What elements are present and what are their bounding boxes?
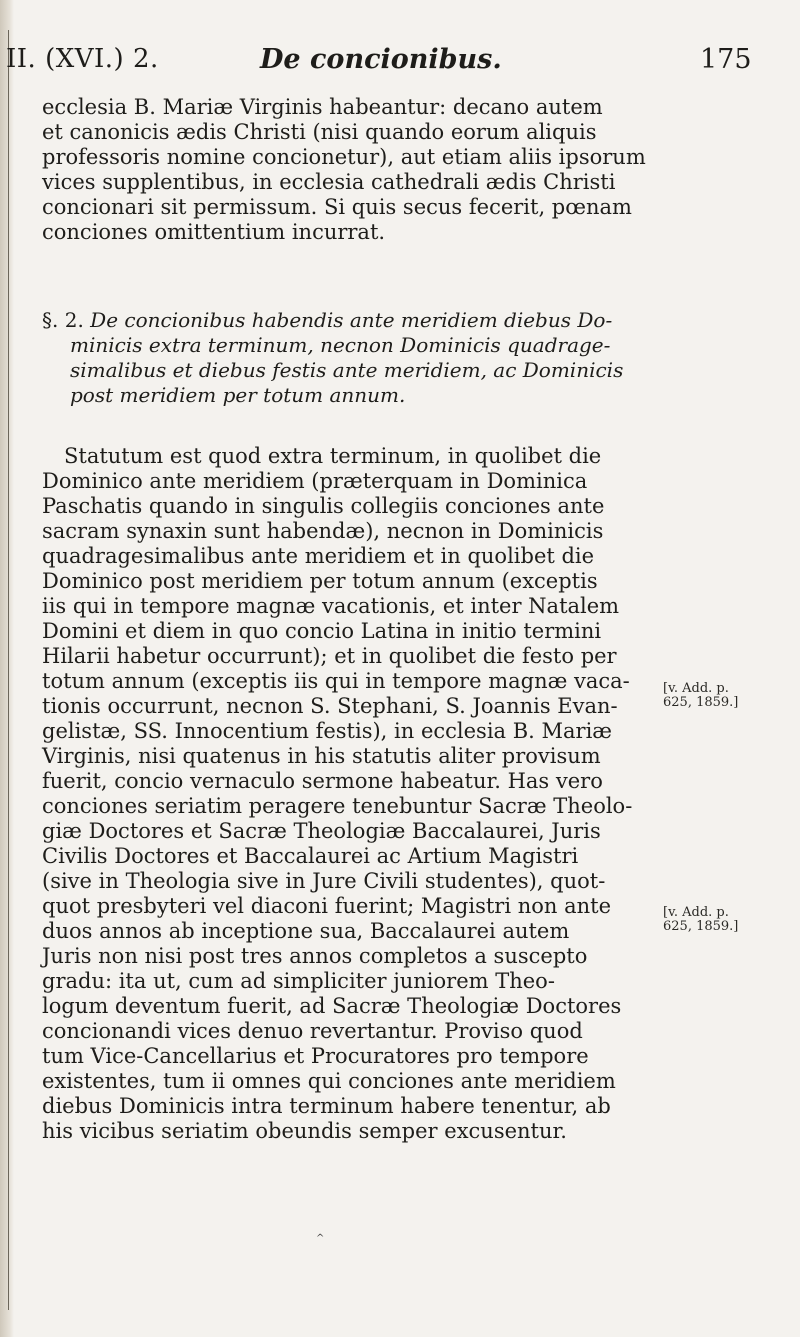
text-line: conciones omittentium incurrat. — [42, 220, 386, 244]
text-line: Paschatis quando in singulis collegiis conciones ante — [42, 494, 605, 518]
text-line: (sive in Theologia sive in Jure Civili studentes), quot- — [42, 869, 606, 893]
text-line: iis qui in tempore magnæ vacationis, et inter Natalem — [42, 594, 620, 618]
text-line: his vicibus seriatim obeundis semper excusentur. — [42, 1119, 567, 1143]
section-title-line: post meridiem per totum annum. — [70, 383, 406, 407]
text-line: vices supplentibus, in ecclesia cathedrali ædis Christi — [42, 170, 616, 194]
text-line: duos annos ab inceptione sua, Baccalaurei autem — [42, 919, 570, 943]
section-heading-line — [42, 308, 652, 333]
paragraph-continuation — [42, 95, 652, 245]
text-line: giæ Doctores et Sacræ Theologiæ Baccalaurei, Juris — [42, 819, 601, 843]
section-number: §. 2. — [42, 308, 84, 332]
text-line: Dominico ante meridiem (præterquam in Dominica — [42, 469, 588, 493]
text-line: professoris nomine concionetur), aut etiam aliis ipsorum — [42, 145, 646, 169]
section-title-line: minicis extra terminum, necnon Dominicis quadrage- — [70, 333, 611, 357]
text-line: ecclesia B. Mariæ Virginis habeantur: decano autem — [42, 95, 603, 119]
text-line: fuerit, concio vernaculo sermone habeatur. Has vero — [42, 769, 603, 793]
margin-note-line: [v. Add. p. — [663, 905, 729, 920]
catchword-mark: ^ — [316, 1233, 325, 1244]
text-line: quot presbyteri vel diaconi fuerint; Magistri non ante — [42, 894, 611, 918]
text-line: Hilarii habetur occurrunt); et in quolibet die festo per — [42, 644, 617, 668]
text-line: Civilis Doctores et Baccalaurei ac Artium Magistri — [42, 844, 579, 868]
margin-note — [663, 906, 738, 934]
section-title-text: De concionibus habendis ante meridiem diebus Do- — [90, 308, 613, 332]
book-spine-shadow — [0, 0, 14, 1337]
margin-note — [663, 682, 738, 710]
margin-note-line: 625, 1859.] — [663, 695, 739, 710]
margin-note-line: 625, 1859.] — [663, 919, 739, 934]
margin-note-line: [v. Add. p. — [663, 681, 729, 696]
text-line: tum Vice-Cancellarius et Procuratores pro tempore — [42, 1044, 589, 1068]
section-title-line: simalibus et diebus festis ante meridiem, ac Dominicis — [70, 358, 624, 382]
text-line: Domini et diem in quo concio Latina in initio termini — [42, 619, 602, 643]
text-line: conciones seriatim peragere tenebuntur Sacræ Theolo- — [42, 794, 633, 818]
text-line: diebus Dominicis intra terminum habere tenentur, ab — [42, 1094, 611, 1118]
text-line: tionis occurrunt, necnon S. Stephani, S. Joannis Evan- — [42, 694, 618, 718]
page-number: 175 — [700, 44, 752, 75]
running-header — [0, 0, 800, 90]
text-line: Virginis, nisi quatenus in his statutis aliter provisum — [42, 744, 601, 768]
text-line: gradu: ita ut, cum ad simpliciter juniorem Theo- — [42, 969, 555, 993]
text-line: Statutum est quod extra terminum, in quolibet die — [64, 444, 602, 468]
gutter-rule — [8, 30, 9, 1310]
text-line: totum annum (exceptis iis qui in tempore magnæ vaca- — [42, 669, 630, 693]
section-heading — [42, 308, 652, 408]
statute-paragraph — [42, 444, 652, 1144]
text-line: quadragesimalibus ante meridiem et in quolibet die — [42, 544, 595, 568]
text-line: Juris non nisi post tres annos completos a suscepto — [42, 944, 588, 968]
header-title: De concionibus. — [260, 44, 502, 75]
text-line: et canonicis ædis Christi (nisi quando eorum aliquis — [42, 120, 597, 144]
text-line: existentes, tum ii omnes qui conciones ante meridiem — [42, 1069, 616, 1093]
text-line: concionandi vices denuo revertantur. Proviso quod — [42, 1019, 583, 1043]
text-line: sacram synaxin sunt habendæ), necnon in Dominicis — [42, 519, 604, 543]
text-line: gelistæ, SS. Innocentium festis), in ecclesia B. Mariæ — [42, 719, 613, 743]
text-line: logum deventum fuerit, ad Sacræ Theologiæ Doctores — [42, 994, 622, 1018]
header-section-ref: II. (XVI.) 2. — [6, 44, 159, 74]
text-line: Dominico post meridiem per totum annum (exceptis — [42, 569, 598, 593]
text-line: concionari sit permissum. Si quis secus fecerit, pœnam — [42, 195, 632, 219]
